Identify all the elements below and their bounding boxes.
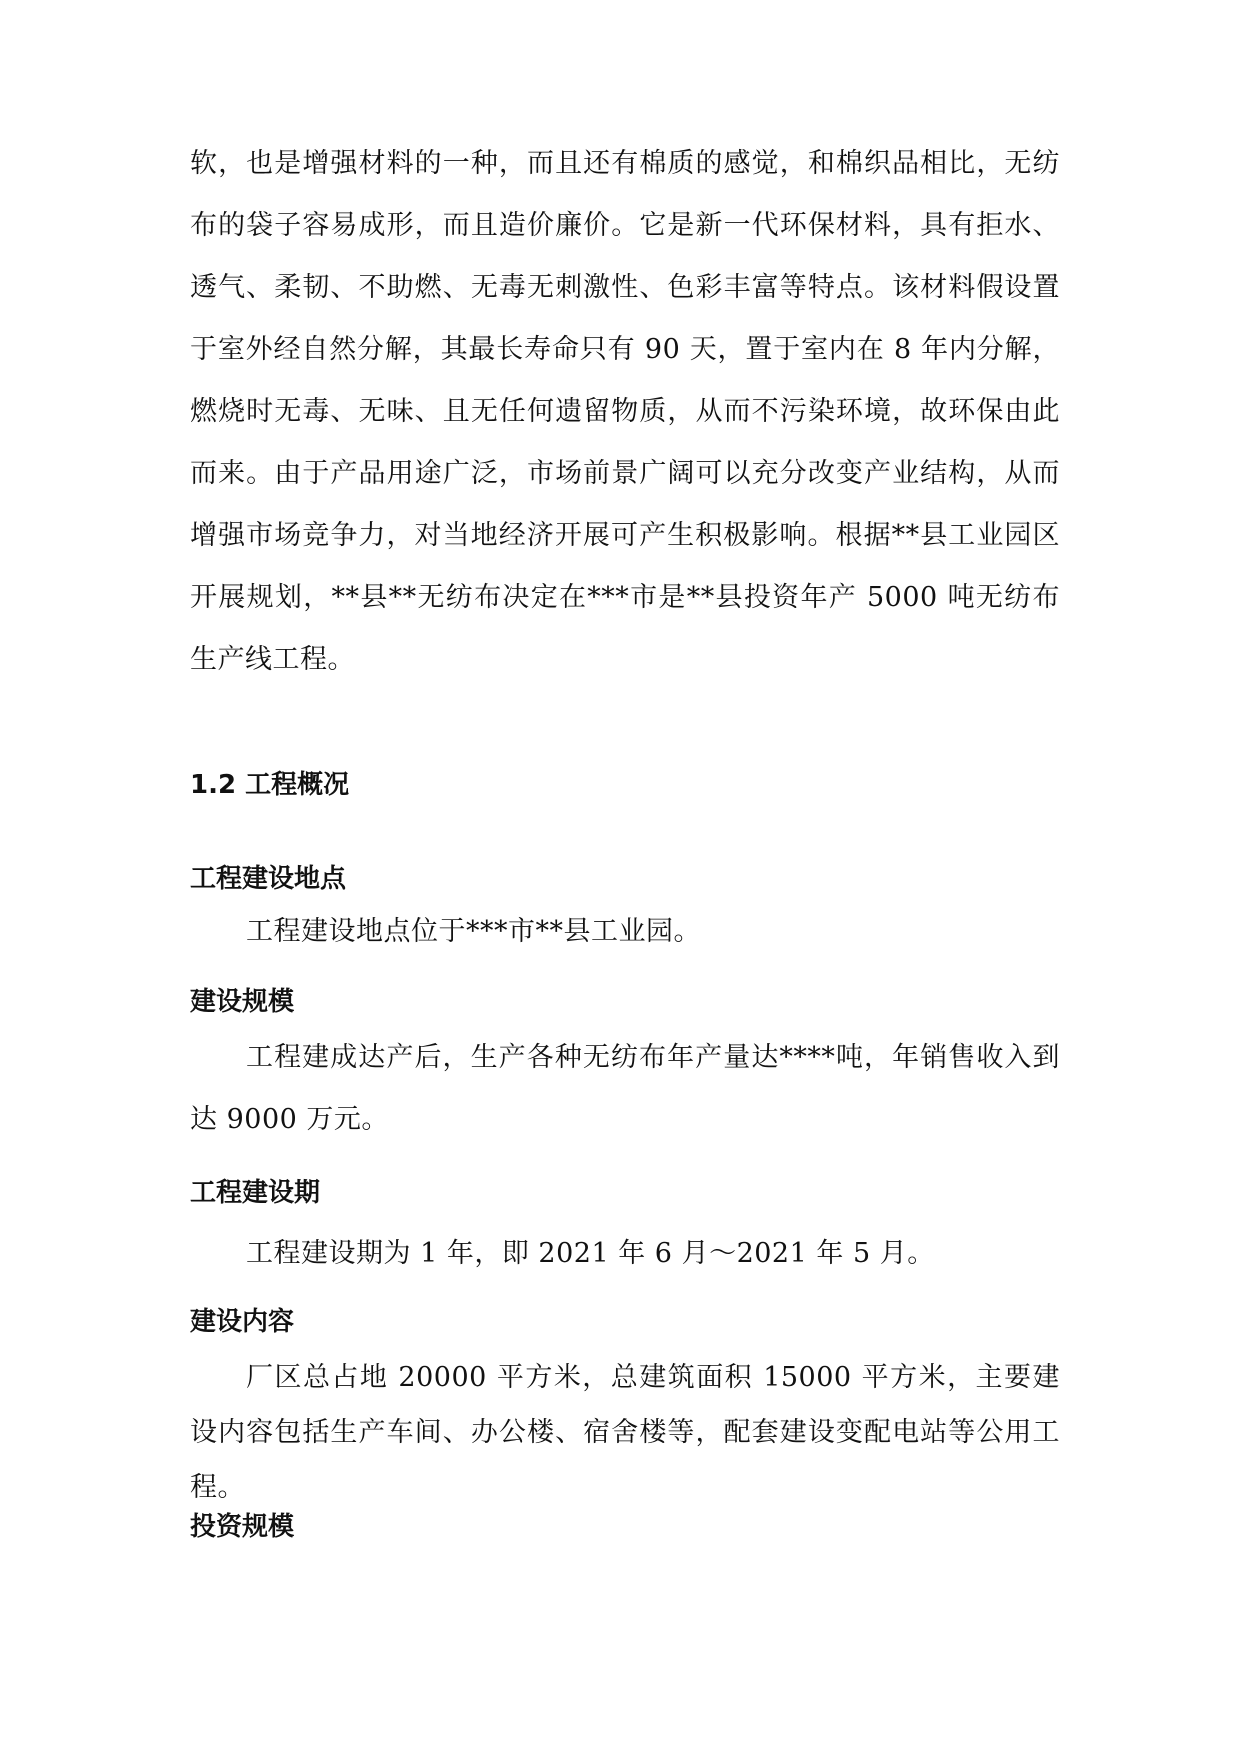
- subsection-text-period: 工程建设期为 1 年，即 2021 年 6 月～2021 年 5 月。: [246, 1238, 935, 1269]
- subsection-text-scale: 工程建成达产后，生产各种无纺布年产量达****吨，年销售收入到达 9000 万元。: [190, 1042, 1060, 1135]
- section-title: 1.2 工程概况: [190, 770, 350, 800]
- intro-paragraph: 软，也是增强材料的一种，而且还有棉质的感觉，和棉织品相比，无纺布的袋子容易成形，而且造价廉价。它是新一代环保材料，具有拒水、透气、柔韧、不助燃、无毒无刺激性、色彩丰富等特点。该材料假设置于室外经自然分解，其最长寿命只有 90 天，置于室内在 8 年内分解，燃烧时无毒、无味、且无任何遗留物质，从而不污染环境，故环保由此而来。由于产品用途广泛，市场前景广阔可以充分改变产业结构，从而增强市场竞争力，对当地经济开展可产生积极影响。根据**县工业园区开展规划，**县**无纺布决定在***市是**县投资年产 5000 吨无纺布生产线工程。: [190, 148, 1060, 675]
- subsection-text-location: 工程建设地点位于***市**县工业园。: [246, 916, 701, 947]
- subsection-heading-content: 建设内容: [190, 1307, 295, 1337]
- subsection-heading-location: 工程建设地点: [190, 864, 347, 894]
- subsection-heading-investment: 投资规模: [190, 1512, 295, 1542]
- subsection-heading-period: 工程建设期: [190, 1178, 321, 1208]
- subsection-text-content: 厂区总占地 20000 平方米，总建筑面积 15000 平方米，主要建设内容包括生产车间、办公楼、宿舍楼等，配套建设变配电站等公用工程。: [190, 1362, 1060, 1503]
- subsection-heading-scale: 建设规模: [190, 987, 295, 1017]
